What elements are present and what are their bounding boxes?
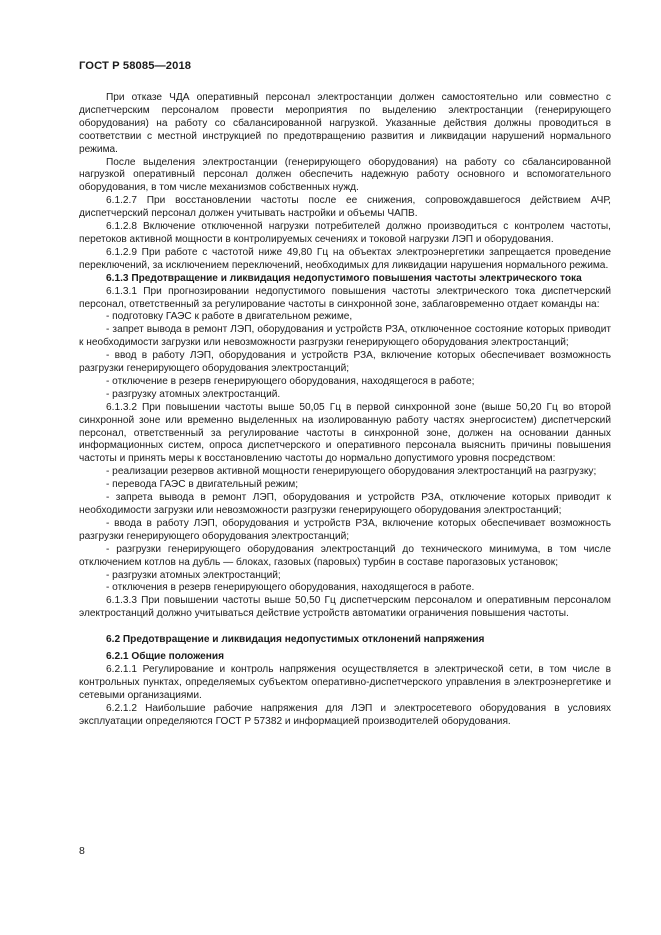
paragraph: 6.2.1.2 Наибольшие рабочие напряжения для ЛЭП и электросетевого оборудования в условиях эксплуатации определяются ГОСТ Р 57382 и информацией производителей оборудования. xyxy=(79,702,611,727)
list-item: - запрета вывода в ремонт ЛЭП, оборудования и устройств РЗА, отключение которых приводит к необходимости загрузки или невозможности разгрузки генерирующего оборудования электростанций; xyxy=(79,492,611,516)
paragraph: 6.1.2.9 При работе с частотой ниже 49,80 Гц на объектах электроэнергетики запрещается проведение переключений, за исключением переключений, необходимых для ликвидации нарушения нормального режима. xyxy=(79,246,611,271)
paragraph: При отказе ЧДА оперативный персонал электростанции должен самостоятельно или совместно с диспетчерским персоналом провести мероприятия по выделению электростанции (генерирующего оборудования) на работу со сбалансированной нагрузкой. Указанные действия должны проводиться в соответствии с местной инструкцией по предотвращению развития и ликвидации нарушений нормального режима. xyxy=(79,92,611,155)
list-item: - разгрузку атомных электростанций. xyxy=(106,388,281,400)
list-item: - перевода ГАЭС в двигательный режим; xyxy=(106,479,299,491)
paragraph: 6.2.1.1 Регулирование и контроль напряжения осуществляется в электрической сети, в том числе в контрольных пунктах, определяемых субъектом оперативно-диспетчерского управления в электроэнергетике и сетевыми организациями. xyxy=(79,663,611,701)
page-number: 8 xyxy=(79,845,85,857)
list-item: - реализации резервов активной мощности генерирующего оборудования электростанций на разгрузку; xyxy=(106,466,597,478)
document-header: ГОСТ Р 58085—2018 xyxy=(79,60,192,72)
paragraph: После выделения электростанции (генерирующего оборудования) на работу со сбалансированной нагрузкой оперативный персонал должен обеспечить надежную работу основного и вспомогательного оборудования, в том числе механизмов собственных нужд. xyxy=(79,156,611,194)
section-heading: 6.2 Предотвращение и ликвидация недопустимых отклонений напряжения xyxy=(106,634,485,646)
list-item: - разгрузки генерирующего оборудования электростанций до технического минимума, в том числе отключением котлов на дубль — блоках, газовых (паровых) турбин в составе парогазовых установок; xyxy=(79,543,611,568)
section-heading: 6.1.3 Предотвращение и ликвидация недопустимого повышения частоты электрического тока xyxy=(106,272,582,284)
list-item: - разгрузки атомных электростанций; xyxy=(106,569,281,581)
list-item: - подготовку ГАЭС к работе в двигательном режиме, xyxy=(106,311,353,323)
document-body xyxy=(79,92,611,729)
paragraph: 6.1.3.3 При повышении частоты выше 50,50 Гц диспетчерским персоналом и оперативным персоналом электростанций должно учитываться действие устройств автоматики ограничения повышения частоты. xyxy=(79,595,611,620)
list-item: - отключение в резерв генерирующего оборудования, находящегося в работе; xyxy=(106,375,475,387)
list-item: - ввод в работу ЛЭП, оборудования и устройств РЗА, включение которых обеспечивает возможность разгрузки генерирующего оборудования электростанций; xyxy=(79,350,611,375)
list-item: - отключения в резерв генерирующего оборудования, находящегося в работе. xyxy=(106,582,475,594)
paragraph: 6.1.2.7 При восстановлении частоты после ее снижения, сопровождавшегося действием АЧР, диспетчерский персонал должен учитывать настройки и объемы ЧАПВ. xyxy=(79,195,611,220)
paragraph: 6.1.3.1 При прогнозировании недопустимого повышения частоты электрического тока диспетчерский персонал, ответственный за регулирование частоты в синхронной зоне, заблаговременно отдает команды на: xyxy=(79,285,611,310)
list-item: - ввода в работу ЛЭП, оборудования и устройств РЗА, включение которых обеспечивает возможность разгрузки генерирующего оборудования электростанций; xyxy=(79,517,611,542)
subsection-heading: 6.2.1 Общие положения xyxy=(106,651,224,663)
list-item: - запрет вывода в ремонт ЛЭП, оборудования и устройств РЗА, отключенное состояние которых приводит к необходимости загрузки или невозможности разгрузки генерирующего оборудования электростанций; xyxy=(79,324,611,349)
paragraph: 6.1.3.2 При повышении частоты выше 50,05 Гц в первой синхронной зоне (выше 50,20 Гц во второй синхронной зоне или временно выделенных на изолированную работу частях энергосистем) диспетчерский персонал, ответственный за регулирование частоты в синхронной зоне, должен на основании данных информационных систем, опроса диспетчерского и оперативного персонала выяснить причины повышения частоты и принять меры к восстановлению частоты до нормально допустимого уровня посредством: xyxy=(79,401,611,465)
paragraph: 6.1.2.8 Включение отключенной нагрузки потребителей должно производиться с контролем частоты, перетоков активной мощности в контролируемых сечениях и токовой нагрузки ЛЭП и оборудования. xyxy=(79,221,611,245)
